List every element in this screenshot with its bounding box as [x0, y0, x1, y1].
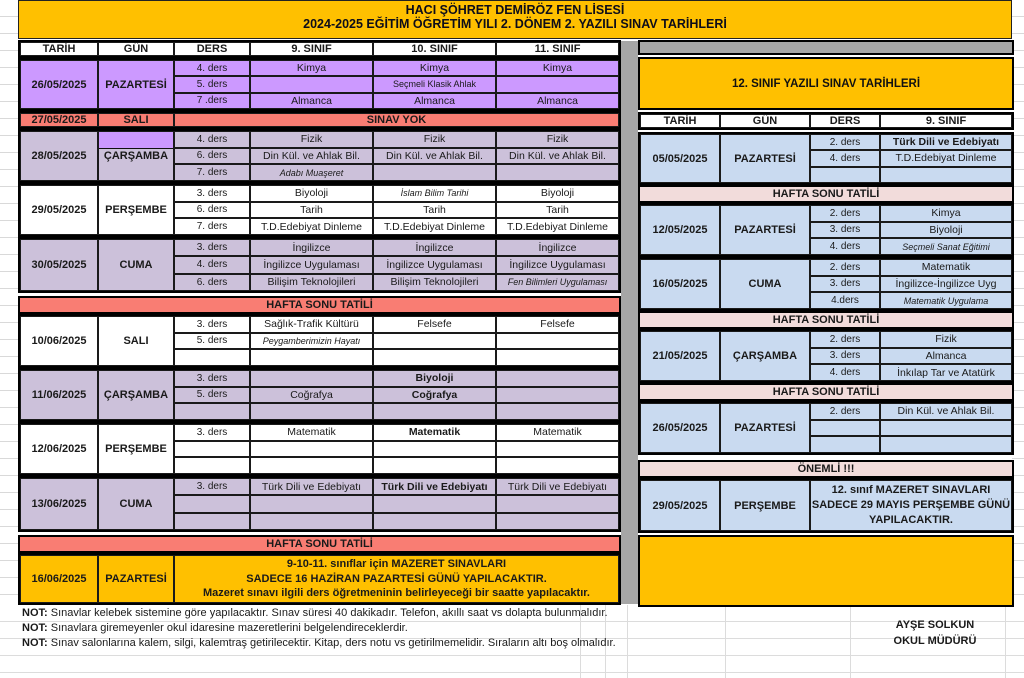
lesson-slot-cell: 4. ders	[174, 256, 250, 273]
lesson-slot-cell: 2. ders	[810, 205, 880, 222]
subject-cell	[250, 513, 373, 530]
lesson-slot-cell: 3. ders	[174, 478, 250, 495]
header-row	[638, 112, 1014, 130]
subject-cell: Kimya	[373, 60, 496, 76]
banner-subtitle: 2024-2025 EĞİTİM ÖĞRETİM YILI 2. DÖNEM 2. YAZILI SINAV TARİHLERİ	[303, 17, 727, 31]
lesson-slot-cell	[174, 495, 250, 512]
subject-cell: İngilizce Uygulaması	[373, 256, 496, 273]
lesson-slot-cell	[174, 441, 250, 458]
merged-line: Mazeret sınavı ilgili ders öğretmeninin belirleyeceği bir saatte yapılacaktır.	[203, 587, 590, 600]
note-line	[22, 606, 782, 621]
date-cell: 11/06/2025	[20, 370, 98, 420]
note-line	[22, 621, 782, 636]
date-cell: 26/05/2025	[20, 60, 98, 109]
lesson-slot-cell: 2. ders	[810, 259, 880, 276]
gray-strip	[638, 40, 1014, 55]
subject-cell: İngilizce Uygulaması	[250, 256, 373, 273]
subject-cell: Felsefe	[373, 316, 496, 333]
subject-cell: Matematik	[250, 424, 373, 441]
exam-group	[18, 422, 621, 476]
note-line	[22, 636, 782, 651]
exam-group	[18, 111, 621, 129]
lesson-slot-cell	[810, 436, 880, 453]
subject-cell: Kimya	[496, 60, 619, 76]
note-prefix: NOT:	[22, 636, 48, 649]
column-header: GÜN	[98, 42, 174, 56]
subject-cell	[250, 403, 373, 420]
day-cell: PAZARTESİ	[720, 205, 810, 255]
day-cell: PERŞEMBE	[98, 424, 174, 474]
band-row: HAFTA SONU TATİLİ	[18, 296, 621, 314]
lesson-slot-cell: 2. ders	[810, 134, 880, 150]
column-header: 10. SINIF	[373, 42, 496, 56]
subject-cell: Peygamberimizin Hayatı	[250, 333, 373, 350]
subject-cell: Din Kül. ve Ahlak Bil.	[373, 148, 496, 165]
note-text: Sınavlar kelebek sistemine göre yapılacaktır. Sınav süresi 40 dakikadır. Telefon, akıllı saat vs dolapta bulunmalıdır.	[47, 607, 608, 619]
day-cell: PAZARTESİ	[98, 60, 174, 109]
title-banner	[18, 0, 1012, 39]
exam-group	[638, 478, 1014, 533]
table-divider	[621, 41, 638, 604]
lesson-slot-cell: 3. ders	[810, 276, 880, 293]
subject-cell	[496, 76, 619, 92]
subject-cell: Coğrafya	[250, 387, 373, 404]
subject-cell: Adabı Muaşeret	[250, 164, 373, 181]
lesson-slot-cell: 7 .ders	[174, 93, 250, 109]
principal-name: AYŞE SOLKUN	[895, 619, 975, 631]
subject-cell: Türk Dili ve Edebiyatı	[880, 134, 1012, 150]
subject-cell: İngilizce-İngilizce Uyg	[880, 276, 1012, 293]
day-cell: PERŞEMBE	[720, 480, 810, 531]
subject-cell: Coğrafya	[373, 387, 496, 404]
lesson-slot-cell: 4. ders	[810, 150, 880, 166]
subject-cell	[250, 441, 373, 458]
date-cell: 29/05/2025	[20, 185, 98, 235]
subject-cell	[250, 370, 373, 387]
subject-cell	[373, 164, 496, 181]
day-cell: ÇARŞAMBA	[98, 131, 174, 181]
date-cell: 13/06/2025	[20, 478, 98, 530]
column-header: DERS	[810, 114, 880, 128]
grades-9-10-11-exam-table	[18, 40, 621, 605]
subject-cell	[250, 76, 373, 92]
date-cell: 27/05/2025	[20, 113, 98, 127]
exam-group	[18, 237, 621, 293]
subject-cell	[496, 164, 619, 181]
subject-cell: Bilişim Teknolojileri	[373, 274, 496, 291]
subject-cell	[880, 436, 1012, 453]
subject-cell: Tarih	[250, 202, 373, 219]
column-header: GÜN	[720, 114, 810, 128]
subject-cell	[496, 403, 619, 420]
subject-cell	[373, 403, 496, 420]
exam-group	[18, 553, 621, 605]
subject-cell: T.D.Edebiyat Dinleme	[373, 218, 496, 235]
subject-cell	[373, 457, 496, 474]
exam-group	[638, 257, 1014, 311]
lesson-slot-cell: 4. ders	[174, 131, 250, 148]
merged-cell	[174, 555, 619, 603]
subject-cell: Tarih	[496, 202, 619, 219]
lesson-slot-cell: 4.ders	[810, 292, 880, 309]
date-cell: 28/05/2025	[20, 131, 98, 181]
lesson-slot-cell: 4. ders	[810, 364, 880, 381]
subject-cell: Türk Dili ve Edebiyatı	[373, 478, 496, 495]
exam-group	[18, 314, 621, 368]
grade-12-exam-table	[638, 40, 1014, 607]
date-cell: 26/05/2025	[640, 403, 720, 453]
subject-cell: İngilizce	[250, 239, 373, 256]
note-text: Sınavlara giremeyenler okul idaresine mazeretlerini belgelendireceklerdir.	[47, 621, 408, 634]
lesson-slot-cell: 2. ders	[810, 403, 880, 420]
grid-line	[850, 605, 851, 678]
subject-cell	[496, 513, 619, 530]
subject-cell: Din Kül. ve Ahlak Bil.	[496, 148, 619, 165]
subject-cell: Almanca	[373, 93, 496, 109]
lesson-slot-cell	[810, 420, 880, 437]
subject-cell	[496, 349, 619, 366]
merged-line: SADECE 29 MAYIS PERŞEMBE GÜNÜ	[811, 499, 1011, 512]
subject-cell: İslam Bilim Tarihi	[373, 185, 496, 202]
date-cell: 16/05/2025	[640, 259, 720, 309]
subject-cell: Bilişim Teknolojileri	[250, 274, 373, 291]
subject-cell: T.D.Edebiyat Dinleme	[496, 218, 619, 235]
subject-cell: Almanca	[250, 93, 373, 109]
date-cell: 10/06/2025	[20, 316, 98, 366]
notes-block	[22, 606, 782, 650]
column-header: DERS	[174, 42, 250, 56]
band-row: ÖNEMLİ !!!	[638, 460, 1014, 478]
exam-group	[18, 58, 621, 111]
subject-cell	[373, 513, 496, 530]
column-header: TARİH	[640, 114, 720, 128]
subject-cell	[496, 333, 619, 350]
lesson-slot-cell: 3. ders	[174, 239, 250, 256]
lesson-slot-cell	[174, 349, 250, 366]
day-cell: PERŞEMBE	[98, 185, 174, 235]
lesson-slot-cell: 3. ders	[174, 424, 250, 441]
subject-cell: Matematik	[880, 259, 1012, 276]
lesson-slot-cell: 4. ders	[810, 238, 880, 255]
lesson-slot-cell: 3. ders	[174, 316, 250, 333]
subject-cell	[373, 349, 496, 366]
subject-cell: Sağlık-Trafik Kültürü	[250, 316, 373, 333]
column-header: 9. SINIF	[250, 42, 373, 56]
note-text: Sınav salonlarına kalem, silgi, kalemtraş getirilecektir. Kitap, ders notu vs getirilmemelidir. Sıraların altı boş olmalıdır.	[47, 636, 616, 649]
exam-group	[638, 203, 1014, 257]
subject-cell: Seçmeli Sanat Eğitimi	[880, 238, 1012, 255]
lesson-slot-cell: 5. ders	[174, 333, 250, 350]
subject-cell: Matematik	[373, 424, 496, 441]
subject-cell	[373, 441, 496, 458]
column-header: 9. SINIF	[880, 114, 1012, 128]
exam-group	[18, 476, 621, 532]
subject-cell: Biyoloji	[373, 370, 496, 387]
subject-cell: Türk Dili ve Edebiyatı	[496, 478, 619, 495]
merged-line: SINAV YOK	[366, 113, 427, 126]
subject-cell	[880, 420, 1012, 437]
subject-cell: İnkılap Tar ve Atatürk	[880, 364, 1012, 381]
subject-cell: Almanca	[496, 93, 619, 109]
subject-cell: İngilizce	[496, 239, 619, 256]
day-cell: SALI	[98, 316, 174, 366]
date-cell: 21/05/2025	[640, 331, 720, 381]
subject-cell: Fizik	[250, 131, 373, 148]
signature-block	[855, 617, 1015, 649]
lesson-slot-cell: 5. ders	[174, 387, 250, 404]
lesson-slot-cell: 7. ders	[174, 164, 250, 181]
lesson-slot-cell: 6. ders	[174, 202, 250, 219]
section-title: 12. SINIF YAZILI SINAV TARİHLERİ	[638, 57, 1014, 110]
subject-cell: Almanca	[880, 348, 1012, 365]
subject-cell: Fizik	[880, 331, 1012, 348]
band-row: HAFTA SONU TATİLİ	[638, 311, 1014, 329]
subject-cell: Tarih	[373, 202, 496, 219]
merged-cell	[810, 480, 1012, 531]
subject-cell: Kimya	[250, 60, 373, 76]
subject-cell: Biyoloji	[496, 185, 619, 202]
subject-cell: Biyoloji	[880, 222, 1012, 239]
subject-cell: Seçmeli Klasik Ahlak	[373, 76, 496, 92]
lesson-slot-cell: 6. ders	[174, 274, 250, 291]
subject-cell	[250, 495, 373, 512]
lesson-slot-cell: 7. ders	[174, 218, 250, 235]
merged-cell	[174, 113, 619, 127]
principal-title: OKUL MÜDÜRÜ	[893, 635, 977, 647]
subject-cell	[250, 457, 373, 474]
day-cell: SALI	[98, 113, 174, 127]
left-sheet-gutter	[0, 0, 18, 678]
band-row: HAFTA SONU TATİLİ	[18, 535, 621, 553]
day-cell: ÇARŞAMBA	[98, 370, 174, 420]
subject-cell: Fen Bilimleri Uygulaması	[496, 274, 619, 291]
date-cell: 12/05/2025	[640, 205, 720, 255]
subject-cell	[250, 349, 373, 366]
exam-group	[18, 129, 621, 183]
lesson-slot-cell: 6. ders	[174, 148, 250, 165]
subject-cell: Fizik	[496, 131, 619, 148]
subject-cell	[496, 495, 619, 512]
subject-cell: İngilizce Uygulaması	[496, 256, 619, 273]
subject-cell: Matematik Uygulama	[880, 292, 1012, 309]
subject-cell	[373, 333, 496, 350]
date-cell: 16/06/2025	[20, 555, 98, 603]
exam-group	[18, 183, 621, 237]
subject-cell	[496, 370, 619, 387]
merged-line: SADECE 16 HAZİRAN PAZARTESİ GÜNÜ YAPILACAKTIR.	[246, 572, 547, 585]
subject-cell: İngilizce	[373, 239, 496, 256]
lesson-slot-cell: 5. ders	[174, 76, 250, 92]
subject-cell: Türk Dili ve Edebiyatı	[250, 478, 373, 495]
merged-line: YAPILACAKTIR.	[869, 513, 953, 526]
day-cell: ÇARŞAMBA	[720, 331, 810, 381]
date-cell: 29/05/2025	[640, 480, 720, 531]
subject-cell: Kimya	[880, 205, 1012, 222]
exam-group	[638, 401, 1014, 455]
subject-cell: Biyoloji	[250, 185, 373, 202]
subject-cell: Fizik	[373, 131, 496, 148]
day-cell: PAZARTESİ	[720, 403, 810, 453]
lesson-slot-cell: 4. ders	[174, 60, 250, 76]
school-name: HACI ŞÖHRET DEMİRÖZ FEN LİSESİ	[405, 3, 625, 17]
day-cell: PAZARTESİ	[720, 134, 810, 183]
note-prefix: NOT:	[22, 621, 48, 634]
lesson-slot-cell	[810, 167, 880, 183]
subject-cell: T.D.Edebiyat Dinleme	[250, 218, 373, 235]
subject-cell: Matematik	[496, 424, 619, 441]
subject-cell	[373, 495, 496, 512]
day-cell: CUMA	[98, 478, 174, 530]
subject-cell: Felsefe	[496, 316, 619, 333]
exam-group	[638, 132, 1014, 185]
subject-cell	[880, 167, 1012, 183]
subject-cell: T.D.Edebiyat Dinleme	[880, 150, 1012, 166]
lesson-slot-cell: 3. ders	[174, 370, 250, 387]
subject-cell	[496, 441, 619, 458]
date-cell: 30/05/2025	[20, 239, 98, 291]
band-row: HAFTA SONU TATİLİ	[638, 383, 1014, 401]
subject-cell	[496, 387, 619, 404]
lesson-slot-cell	[174, 513, 250, 530]
exam-group	[638, 329, 1014, 383]
band-row: HAFTA SONU TATİLİ	[638, 185, 1014, 203]
merged-line: 9-10-11. sınıflar için MAZERET SINAVLARI	[286, 557, 507, 570]
column-header: 11. SINIF	[496, 42, 619, 56]
date-cell: 12/06/2025	[20, 424, 98, 474]
lesson-slot-cell	[174, 403, 250, 420]
yellow-block	[638, 535, 1014, 607]
day-cell: PAZARTESİ	[98, 555, 174, 603]
day-cell: CUMA	[98, 239, 174, 291]
header-row	[18, 40, 621, 58]
subject-cell: Din Kül. ve Ahlak Bil.	[880, 403, 1012, 420]
lesson-slot-cell: 2. ders	[810, 331, 880, 348]
lesson-slot-cell: 3. ders	[810, 222, 880, 239]
merged-line: 12. sınıf MAZERET SINAVLARI	[831, 484, 991, 497]
subject-cell	[496, 457, 619, 474]
exam-group	[18, 368, 621, 422]
date-cell: 05/05/2025	[640, 134, 720, 183]
lesson-slot-cell: 3. ders	[810, 348, 880, 365]
subject-cell: Din Kül. ve Ahlak Bil.	[250, 148, 373, 165]
column-header: TARİH	[20, 42, 98, 56]
lesson-slot-cell	[174, 457, 250, 474]
note-prefix: NOT:	[22, 607, 48, 619]
lesson-slot-cell: 3. ders	[174, 185, 250, 202]
day-cell: CUMA	[720, 259, 810, 309]
